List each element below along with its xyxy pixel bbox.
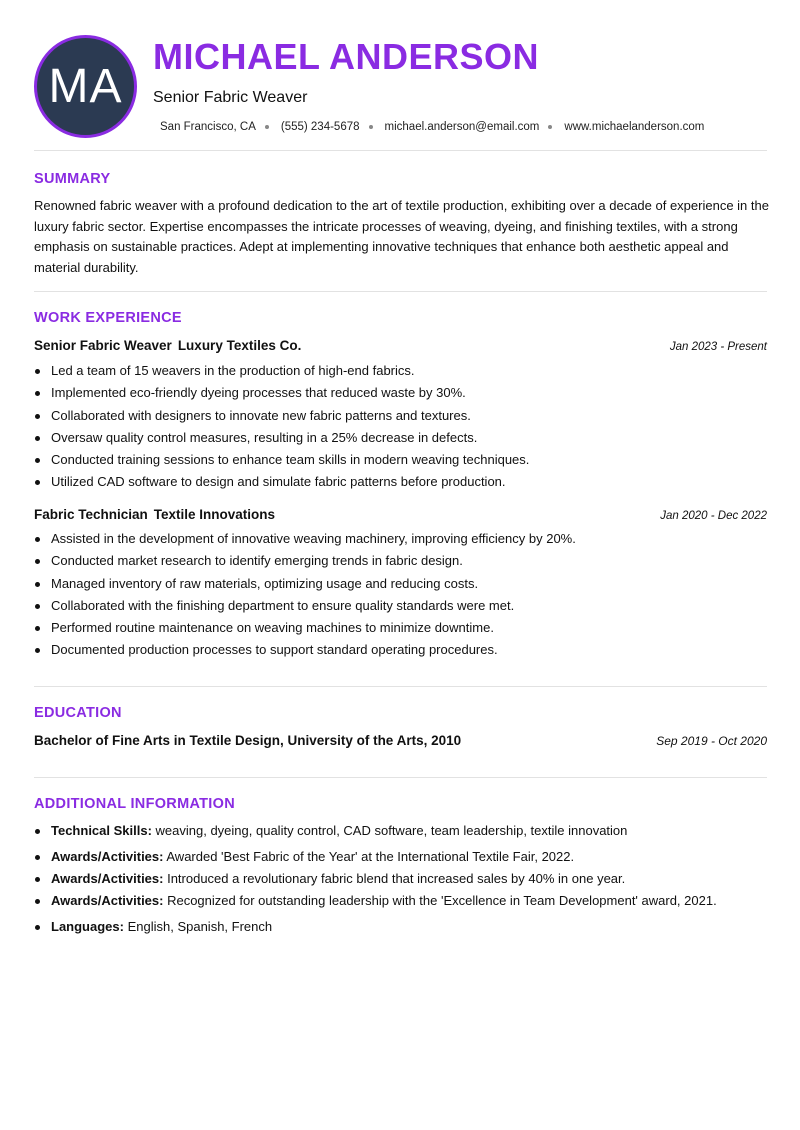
job-dates: Jan 2020 - Dec 2022 xyxy=(660,510,767,522)
job-company: Textile Innovations xyxy=(153,507,276,522)
list-item xyxy=(51,919,272,934)
list-item: Collaborated with the finishing department to ensure quality standards were met. xyxy=(51,595,767,617)
info-text: English, Spanish, French xyxy=(123,919,273,934)
divider xyxy=(34,291,767,292)
contact-phone: (555) 234-5678 xyxy=(280,121,360,133)
education-heading: EDUCATION xyxy=(34,705,122,721)
contact-email[interactable]: michael.anderson@email.com xyxy=(384,121,540,133)
info-label: Languages: xyxy=(51,919,124,934)
job-header xyxy=(34,507,767,522)
divider xyxy=(34,150,767,151)
list-item: Implemented eco-friendly dyeing processes that reduced waste by 30%. xyxy=(51,382,767,404)
info-label: Awards/Activities: xyxy=(51,871,164,886)
info-label: Technical Skills: xyxy=(51,823,152,838)
job-role: Fabric Technician xyxy=(34,507,148,522)
candidate-name: MICHAEL ANDERSON xyxy=(153,36,540,77)
summary-text: Renowned fabric weaver with a profound dedication to the art of textile production, exhibiting over a decade of experience in the luxury fabric sector. Expertise encompasses the intricate processes of weaving, dyeing, and finishing textiles, with a strong emphasis on sustainable practices. Adept at implementing innovative techniques that enhance both aesthetic appeal and material durability. xyxy=(34,198,769,275)
education-entry xyxy=(34,733,767,748)
separator-dot-icon xyxy=(265,125,269,129)
separator-dot-icon xyxy=(369,125,373,129)
education-degree: Bachelor of Fine Arts in Textile Design, University of the Arts, 2010 xyxy=(34,733,462,748)
list-item xyxy=(51,871,625,886)
list-item: Oversaw quality control measures, resulting in a 25% decrease in defects. xyxy=(51,427,767,449)
list-item: Conducted training sessions to enhance team skills in modern weaving techniques. xyxy=(51,449,767,471)
divider xyxy=(34,686,767,687)
list-item xyxy=(51,849,574,864)
info-text: Introduced a revolutionary fabric blend that increased sales by 40% in one year. xyxy=(163,871,626,886)
job-header xyxy=(34,338,767,353)
avatar xyxy=(34,35,137,138)
candidate-title: Senior Fabric Weaver xyxy=(153,89,308,106)
list-item: Documented production processes to support standard operating procedures. xyxy=(51,639,767,661)
list-item: Assisted in the development of innovative weaving machinery, improving efficiency by 20%. xyxy=(51,528,767,550)
info-label: Awards/Activities: xyxy=(51,849,164,864)
list-item xyxy=(51,893,717,908)
job-bullets xyxy=(51,528,767,662)
avatar-initials: MA xyxy=(48,60,123,113)
job-role: Senior Fabric Weaver xyxy=(34,338,172,353)
list-item: Managed inventory of raw materials, optimizing usage and reducing costs. xyxy=(51,573,767,595)
contact-location: San Francisco, CA xyxy=(160,121,256,133)
info-text: Recognized for outstanding leadership with the 'Excellence in Team Development' award, 2021. xyxy=(163,893,717,908)
experience-heading: WORK EXPERIENCE xyxy=(34,310,182,326)
job-dates: Jan 2023 - Present xyxy=(669,341,767,353)
separator-dot-icon xyxy=(548,125,552,129)
list-item: Performed routine maintenance on weaving machines to minimize downtime. xyxy=(51,617,767,639)
job-company: Luxury Textiles Co. xyxy=(177,338,302,353)
contact-bar xyxy=(160,121,704,133)
list-item: Conducted market research to identify emerging trends in fabric design. xyxy=(51,550,767,572)
education-dates: Sep 2019 - Oct 2020 xyxy=(656,734,767,748)
info-text: Awarded 'Best Fabric of the Year' at the International Textile Fair, 2022. xyxy=(163,849,575,864)
contact-website[interactable]: www.michaelanderson.com xyxy=(564,121,705,133)
list-item xyxy=(51,823,627,838)
list-item: Led a team of 15 weavers in the production of high-end fabrics. xyxy=(51,360,767,382)
divider xyxy=(34,777,767,778)
additional-heading: ADDITIONAL INFORMATION xyxy=(34,796,235,812)
list-item: Collaborated with designers to innovate new fabric patterns and textures. xyxy=(51,405,767,427)
summary-heading: SUMMARY xyxy=(34,171,111,187)
info-text: weaving, dyeing, quality control, CAD software, team leadership, textile innovation xyxy=(151,823,628,838)
info-label: Awards/Activities: xyxy=(51,893,164,908)
job-bullets xyxy=(51,360,767,494)
list-item: Utilized CAD software to design and simulate fabric patterns before production. xyxy=(51,471,767,493)
